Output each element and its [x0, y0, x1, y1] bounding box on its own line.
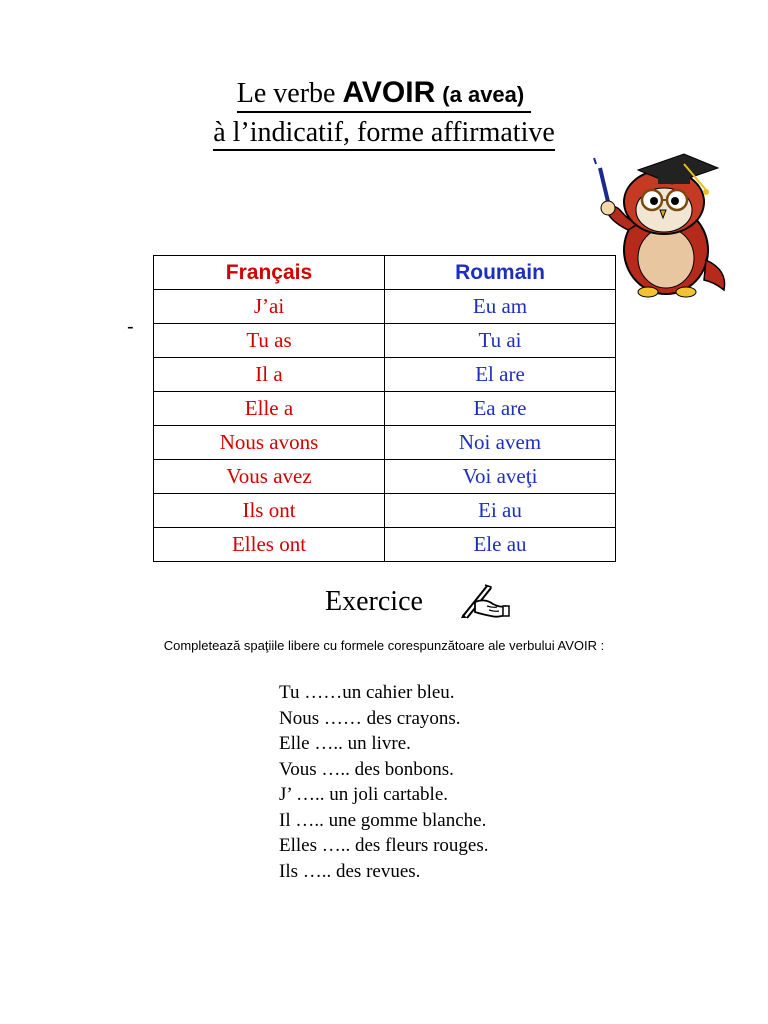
french-cell: J’ai — [154, 290, 385, 324]
exercise-sentence: Vous ….. des bonbons. — [279, 758, 454, 780]
french-cell: Tu as — [154, 324, 385, 358]
writing-hand-icon — [457, 582, 511, 620]
french-cell: Il a — [154, 358, 385, 392]
romanian-cell: Noi avem — [385, 426, 616, 460]
table-row — [154, 426, 616, 460]
exercise-sentence: Elles ….. des fleurs rouges. — [279, 835, 489, 856]
header-french: Français — [154, 256, 385, 290]
french-cell: Nous avons — [154, 426, 385, 460]
exercise-sentence: Il ….. une gomme blanche. — [279, 809, 487, 831]
table-header-row — [154, 256, 616, 290]
romanian-cell: El are — [385, 358, 616, 392]
romanian-cell: Ele au — [385, 528, 616, 562]
exercise-sentence: Nous …… des crayons. — [279, 707, 461, 729]
exercise-sentence: Ils ….. des revues. — [279, 860, 421, 882]
title-prefix: Le verbe — [236, 78, 343, 109]
romanian-cell: Ea are — [385, 392, 616, 426]
exercise-instruction: Completează spaţiile libere cu formele corespunzătoare ale verbului AVOIR : — [163, 638, 605, 653]
exercise-sentence: J’ ….. un joli cartable. — [279, 784, 449, 805]
header-romanian: Roumain — [385, 256, 616, 290]
table-row — [154, 460, 616, 494]
stray-dash: - — [127, 316, 134, 338]
table-row — [154, 358, 616, 392]
french-cell: Vous avez — [154, 460, 385, 494]
table-row — [154, 528, 616, 562]
french-cell: Elles ont — [154, 528, 385, 562]
subtitle-text: à l’indicatif, forme affirmative — [213, 117, 555, 151]
table-row — [154, 324, 616, 358]
exercise-title: Exercice — [325, 586, 423, 617]
conjugation-table — [153, 255, 616, 562]
french-cell: Ils ont — [154, 494, 385, 528]
romanian-cell: Ei au — [385, 494, 616, 528]
title-verb: AVOIR — [342, 76, 436, 109]
title-translation: (a avea) — [442, 82, 525, 107]
page-subtitle — [0, 117, 768, 151]
exercise-sentence: Elle ….. un livre. — [279, 733, 411, 754]
french-cell: Elle a — [154, 392, 385, 426]
page-title — [0, 77, 768, 113]
romanian-cell: Tu ai — [385, 324, 616, 358]
table-row — [154, 392, 616, 426]
title-line-1 — [237, 77, 531, 113]
exercise-sentence-list — [279, 680, 488, 884]
romanian-cell: Eu am — [385, 290, 616, 324]
romanian-cell: Voi aveţi — [385, 460, 616, 494]
exercise-sentence: Tu ……un cahier bleu. — [279, 682, 455, 703]
table-row — [154, 494, 616, 528]
table-row — [154, 290, 616, 324]
